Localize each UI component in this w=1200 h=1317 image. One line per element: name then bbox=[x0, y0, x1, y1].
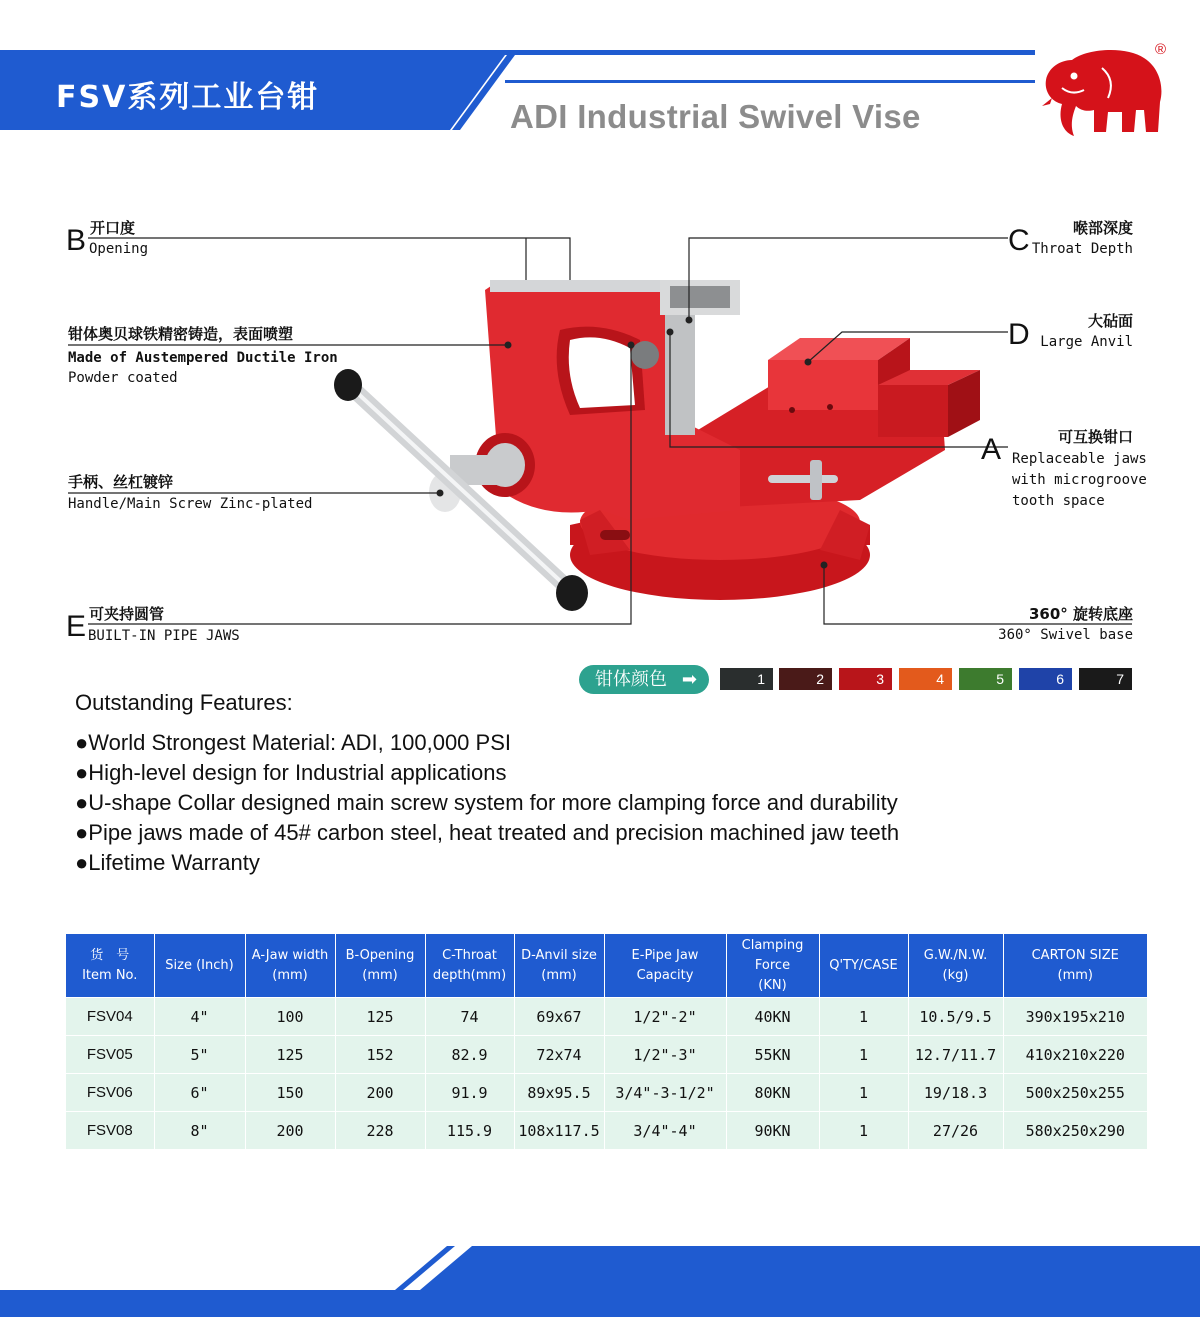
spec-header-cell bbox=[726, 934, 819, 998]
spec-table-header bbox=[66, 934, 1147, 998]
spec-header-line2: (mm) bbox=[362, 967, 398, 983]
table-cell: 10.5/9.5 bbox=[908, 998, 1003, 1036]
table-cell: 1 bbox=[819, 1112, 908, 1150]
table-cell: 3/4"-3-1/2" bbox=[604, 1074, 726, 1112]
color-chip-7: 7 bbox=[1079, 668, 1132, 690]
spec-header-line2: (mm) bbox=[1057, 967, 1093, 983]
table-cell: 55KN bbox=[726, 1036, 819, 1074]
color-chip-4: 4 bbox=[899, 668, 952, 690]
table-cell: FSV05 bbox=[66, 1036, 154, 1074]
table-row bbox=[66, 1074, 1147, 1112]
table-cell: FSV04 bbox=[66, 998, 154, 1036]
callout-e-letter: E bbox=[66, 610, 87, 643]
table-cell: 82.9 bbox=[425, 1036, 514, 1074]
callout-d-cn: 大砧面 bbox=[1087, 312, 1133, 330]
color-options-label-text: 钳体颜色 bbox=[595, 669, 667, 690]
callout-a-en3: tooth space bbox=[1012, 493, 1105, 509]
table-cell: 1/2"-3" bbox=[604, 1036, 726, 1074]
color-chip-6: 6 bbox=[1019, 668, 1072, 690]
callout-c-cn: 喉部深度 bbox=[1072, 219, 1133, 237]
table-cell: 80KN bbox=[726, 1074, 819, 1112]
spec-header-cell bbox=[154, 934, 245, 998]
table-cell: 1 bbox=[819, 998, 908, 1036]
table-cell: 1/2"-2" bbox=[604, 998, 726, 1036]
spec-header-line1: E-Pipe Jaw bbox=[631, 947, 699, 963]
spec-header-line2: depth(mm) bbox=[432, 967, 507, 983]
spec-header-cell bbox=[1003, 934, 1147, 998]
spec-header-line2: Capacity bbox=[636, 967, 694, 983]
table-cell: 390x195x210 bbox=[1003, 998, 1147, 1036]
spec-header-line1: Clamping Force bbox=[741, 937, 804, 973]
spec-header-line1: G.W./N.W. bbox=[923, 947, 988, 963]
table-row bbox=[66, 1112, 1147, 1150]
table-cell: 125 bbox=[335, 998, 425, 1036]
spec-header-line2: Item No. bbox=[82, 967, 138, 983]
callout-material-en2: Powder coated bbox=[68, 370, 178, 386]
spec-header-line2: (kg) bbox=[942, 967, 969, 983]
callout-c-letter: C bbox=[1008, 224, 1030, 257]
callout-a-en2: with microgroove bbox=[1012, 472, 1147, 488]
table-cell: 12.7/11.7 bbox=[908, 1036, 1003, 1074]
callout-base-cn: 360° 旋转底座 bbox=[1028, 605, 1133, 623]
table-cell: 5" bbox=[154, 1036, 245, 1074]
feature-item: ●Pipe jaws made of 45# carbon steel, heat treated and precision machined jaw teeth bbox=[75, 820, 900, 845]
spec-header-line1: Q'TY/CASE bbox=[829, 957, 898, 973]
spec-header-line1: A-Jaw width bbox=[251, 947, 329, 963]
table-cell: 200 bbox=[245, 1112, 335, 1150]
color-options-label bbox=[579, 665, 709, 694]
table-cell: 89x95.5 bbox=[514, 1074, 604, 1112]
feature-item: ●U-shape Collar designed main screw system for more clamping force and durability bbox=[75, 790, 898, 815]
callout-b-cn: 开口度 bbox=[90, 219, 136, 237]
callout-c-en: Throat Depth bbox=[1031, 241, 1133, 257]
color-chip-3: 3 bbox=[839, 668, 892, 690]
callout-d-letter: D bbox=[1008, 318, 1030, 351]
callout-material-en1: Made of Austempered Ductile Iron bbox=[68, 350, 338, 366]
header-title-cn: FSV系列工业台钳 bbox=[56, 80, 320, 115]
registered-mark: ® bbox=[1155, 41, 1167, 58]
table-cell: FSV08 bbox=[66, 1112, 154, 1150]
table-cell: 1 bbox=[819, 1036, 908, 1074]
table-cell: 228 bbox=[335, 1112, 425, 1150]
table-cell: 150 bbox=[245, 1074, 335, 1112]
table-cell: 91.9 bbox=[425, 1074, 514, 1112]
spec-header-line1: CARTON SIZE bbox=[1031, 947, 1119, 963]
color-chip-2: 2 bbox=[779, 668, 832, 690]
spec-header-cell bbox=[245, 934, 335, 998]
table-cell: 100 bbox=[245, 998, 335, 1036]
spec-header-line1: B-Opening bbox=[345, 947, 415, 963]
callout-e-cn: 可夹持圆管 bbox=[89, 605, 165, 623]
table-cell: FSV06 bbox=[66, 1074, 154, 1112]
table-cell: 40KN bbox=[726, 998, 819, 1036]
table-cell: 500x250x255 bbox=[1003, 1074, 1147, 1112]
table-cell: 8" bbox=[154, 1112, 245, 1150]
arrow-right-icon: ➡ bbox=[681, 669, 697, 690]
footer-band bbox=[0, 1244, 1200, 1317]
spec-header-cell bbox=[604, 934, 726, 998]
callout-material-cn: 钳体奥贝球铁精密铸造，表面喷塑 bbox=[68, 325, 294, 343]
callout-handle-cn: 手柄、丝杠镀锌 bbox=[68, 473, 174, 491]
callout-a-en1: Replaceable jaws bbox=[1012, 451, 1147, 467]
callout-handle-en: Handle/Main Screw Zinc-plated bbox=[68, 496, 313, 512]
spec-header-cell bbox=[908, 934, 1003, 998]
table-cell: 125 bbox=[245, 1036, 335, 1074]
spec-header-line1: Size (Inch) bbox=[165, 957, 234, 973]
feature-item: ●Lifetime Warranty bbox=[75, 850, 260, 875]
callout-base-en: 360° Swivel base bbox=[998, 627, 1133, 643]
table-cell: 74 bbox=[425, 998, 514, 1036]
features-title: Outstanding Features: bbox=[75, 690, 293, 715]
spec-table bbox=[66, 934, 1147, 1149]
table-cell: 19/18.3 bbox=[908, 1074, 1003, 1112]
table-row bbox=[66, 1036, 1147, 1074]
table-cell: 108x117.5 bbox=[514, 1112, 604, 1150]
callout-a-cn: 可互换钳口 bbox=[1057, 428, 1133, 446]
features-list bbox=[75, 728, 899, 878]
table-cell: 200 bbox=[335, 1074, 425, 1112]
spec-header-cell bbox=[66, 934, 154, 998]
table-cell: 69x67 bbox=[514, 998, 604, 1036]
spec-header-cell bbox=[514, 934, 604, 998]
callout-b-en: Opening bbox=[89, 241, 149, 257]
table-cell: 4" bbox=[154, 998, 245, 1036]
spec-header-line1: 货 号 bbox=[90, 947, 130, 963]
spec-header-line2: (mm) bbox=[541, 967, 577, 983]
table-cell: 27/26 bbox=[908, 1112, 1003, 1150]
spec-header-cell bbox=[425, 934, 514, 998]
callout-a-letter: A bbox=[981, 433, 1002, 466]
table-cell: 152 bbox=[335, 1036, 425, 1074]
header-title-en: ADI Industrial Swivel Vise bbox=[510, 98, 921, 135]
callout-e-en: BUILT-IN PIPE JAWS bbox=[88, 628, 240, 644]
table-cell: 115.9 bbox=[425, 1112, 514, 1150]
table-cell: 410x210x220 bbox=[1003, 1036, 1147, 1074]
spec-header-cell bbox=[819, 934, 908, 998]
table-row bbox=[66, 998, 1147, 1036]
spec-header-line2: (mm) bbox=[272, 967, 308, 983]
table-cell: 3/4"-4" bbox=[604, 1112, 726, 1150]
color-chip-5: 5 bbox=[959, 668, 1012, 690]
feature-item: ●World Strongest Material: ADI, 100,000 PSI bbox=[75, 730, 511, 755]
spec-header-line1: C-Throat bbox=[442, 947, 497, 963]
table-cell: 6" bbox=[154, 1074, 245, 1112]
table-cell: 580x250x290 bbox=[1003, 1112, 1147, 1150]
table-cell: 1 bbox=[819, 1074, 908, 1112]
table-cell: 72x74 bbox=[514, 1036, 604, 1074]
spec-header-cell bbox=[335, 934, 425, 998]
table-cell: 90KN bbox=[726, 1112, 819, 1150]
spec-header-line1: D-Anvil size bbox=[521, 947, 597, 963]
feature-item: ●High-level design for Industrial applications bbox=[75, 760, 507, 785]
callout-b-letter: B bbox=[66, 224, 87, 257]
spec-header-line2: (KN) bbox=[758, 977, 787, 993]
callout-d-en: Large Anvil bbox=[1040, 334, 1133, 350]
color-chip-1: 1 bbox=[720, 668, 773, 690]
